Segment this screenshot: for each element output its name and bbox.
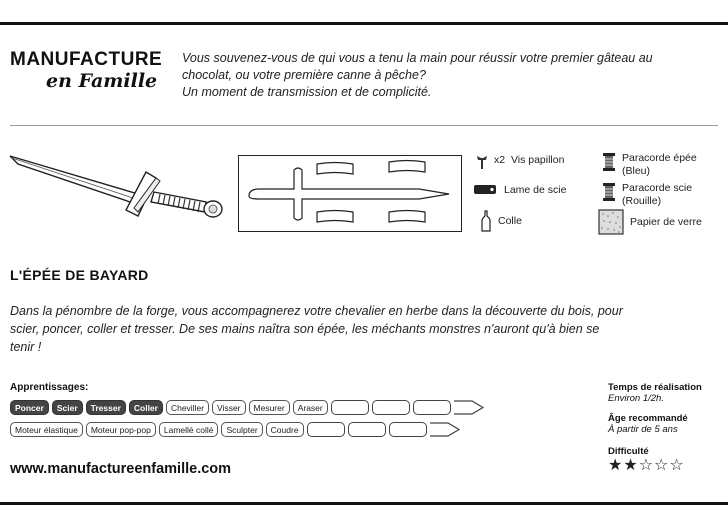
star-empty-icon: ☆ bbox=[638, 457, 654, 474]
skill-empty-slot bbox=[389, 422, 427, 437]
description bbox=[10, 302, 716, 356]
skill-tag: Mesurer bbox=[249, 400, 290, 415]
template-piece bbox=[389, 211, 425, 223]
description-line: Dans la pénombre de la forge, vous accompagnerez votre chevalier en herbe dans la découverte du bois, pour bbox=[10, 304, 623, 318]
sandpaper-icon bbox=[598, 209, 624, 235]
template-sword bbox=[249, 168, 449, 220]
skill-tag: Moteur élastique bbox=[10, 422, 83, 437]
intro-text bbox=[182, 50, 722, 101]
info-age bbox=[608, 413, 688, 435]
material-blade: Lame de scie bbox=[474, 184, 566, 197]
skill-tag: Cheviller bbox=[166, 400, 209, 415]
skill-empty-slot bbox=[307, 422, 345, 437]
website-url[interactable]: www.manufactureenfamille.com bbox=[10, 461, 232, 477]
skill-empty-slot bbox=[348, 422, 386, 437]
page-title: L'ÉPÉE DE BAYARD bbox=[10, 267, 149, 283]
skill-tag: Sculpter bbox=[221, 422, 262, 437]
sword-illustration bbox=[8, 148, 228, 228]
paracord-spool-icon bbox=[602, 182, 616, 202]
glue-bottle-icon bbox=[480, 210, 492, 232]
star-empty-icon: ☆ bbox=[654, 457, 669, 474]
star-filled-icon: ★ bbox=[608, 457, 623, 474]
skills-row bbox=[10, 400, 484, 415]
skill-tag: Coller bbox=[129, 400, 163, 415]
skills-label: Apprentissages: bbox=[10, 382, 89, 393]
separator bbox=[10, 125, 718, 126]
skill-empty-slot bbox=[331, 400, 369, 415]
arrow-tip-icon bbox=[454, 400, 484, 415]
difficulty-stars bbox=[608, 458, 685, 474]
info-time bbox=[608, 382, 702, 404]
age-label: Âge recommandé bbox=[608, 413, 688, 424]
skill-tag: Scier bbox=[52, 400, 83, 415]
skill-tag: Araser bbox=[293, 400, 328, 415]
intro-line: chocolat, ou votre première canne à pêche? bbox=[182, 68, 426, 82]
intro-line: Un moment de transmission et de complicité. bbox=[182, 85, 432, 99]
intro-line: Vous souvenez-vous de qui vous a tenu la main pour réussir votre premier gâteau au bbox=[182, 51, 653, 65]
skills-row bbox=[10, 422, 460, 437]
material-glue: Colle bbox=[480, 210, 522, 232]
description-line: scier, poncer, coller et tresser. De ses mains naîtra son épée, les méchants monstres n'auront qu'à bien se bbox=[10, 322, 600, 336]
skill-empty-slot bbox=[372, 400, 410, 415]
skill-empty-slot bbox=[413, 400, 451, 415]
top-border bbox=[0, 22, 728, 25]
sword-blade bbox=[10, 156, 138, 204]
skill-tag: Poncer bbox=[10, 400, 49, 415]
age-value: À partir de 5 ans bbox=[608, 424, 678, 435]
skill-tag: Visser bbox=[212, 400, 245, 415]
logo-top-text: MANUFACTURE bbox=[10, 49, 163, 70]
template-piece bbox=[389, 161, 425, 173]
star-empty-icon: ☆ bbox=[669, 457, 684, 474]
time-value: Environ 1/2h. bbox=[608, 393, 664, 404]
material-paracord-blue: Paracorde épée (Bleu) bbox=[602, 152, 697, 178]
star-filled-icon: ★ bbox=[623, 457, 638, 474]
template-piece bbox=[317, 163, 353, 175]
saw-blade-icon bbox=[474, 184, 498, 196]
info-difficulty bbox=[608, 446, 649, 457]
paracord-spool-icon bbox=[602, 152, 616, 172]
skill-tag: Moteur pop-pop bbox=[86, 422, 156, 437]
template-box bbox=[238, 155, 462, 232]
time-label: Temps de réalisation bbox=[608, 382, 702, 393]
logo-bottom-text: en Famille bbox=[46, 70, 158, 92]
material-paracord-rust: Paracorde scie (Rouille) bbox=[602, 182, 692, 208]
arrow-tip-icon bbox=[430, 422, 460, 437]
description-line: tenir ! bbox=[10, 340, 42, 354]
wing-screw-icon bbox=[476, 154, 488, 170]
difficulty-label: Difficulté bbox=[608, 446, 649, 457]
bottom-border bbox=[0, 502, 728, 505]
skill-tag: Tresser bbox=[86, 400, 126, 415]
skill-tag: Coudre bbox=[266, 422, 304, 437]
brand-logo bbox=[10, 50, 170, 92]
skill-tag: Lamellé collé bbox=[159, 422, 219, 437]
template-piece bbox=[317, 211, 353, 223]
material-sandpaper: Papier de verre bbox=[598, 209, 702, 235]
material-screws: x2 Vis papillon bbox=[476, 154, 564, 170]
cut-template bbox=[239, 156, 460, 230]
